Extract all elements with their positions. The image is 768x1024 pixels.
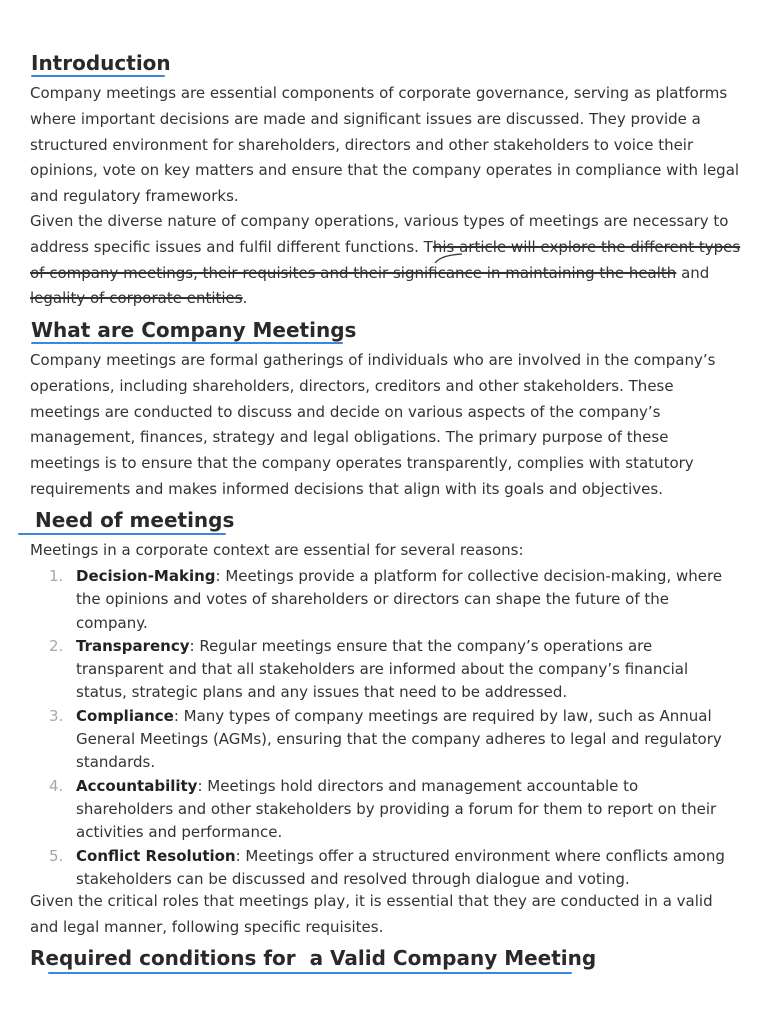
need-intro: Meetings in a corporate context are essential for several reasons: <box>30 541 524 559</box>
reasons-list <box>30 565 730 891</box>
introduction-paragraph-1: Company meetings are essential components of corporate governance, serving as platforms where important decisions are made and significant issues are discussed. They provide a structured environment for shareholders, directors and other stakeholders to voice their opinions, vote on key matters and ensure that the company operates in compliance with legal and regulatory frameworks. <box>30 84 740 206</box>
what-are-meetings-underline <box>31 342 343 344</box>
list-text: : Meetings hold directors and management accountable to shareholders and other stakeholders by providing a forum for them to report on their activities and performance. <box>76 776 717 842</box>
list-number: 2. <box>49 636 64 655</box>
list-term: Decision-Making <box>76 567 216 585</box>
paragraph-text: Given the diverse nature of company operations, various types of meetings are necessary to address specific issues and fulfil different functions. T <box>30 212 729 256</box>
list-number: 3. <box>49 706 64 725</box>
what-are-meetings-heading: What are Company Meetings <box>31 318 357 342</box>
what-are-meetings-paragraph: Company meetings are formal gatherings of individuals who are involved in the company’s operations, including shareholders, directors, creditors and other stakeholders. These meetings are conducted to discuss and decide on various aspects of the company’s management, finances, strategy and legal obligations. The primary purpose of these meetings is to ensure that the company operates transparently, complies with statutory requirements and makes informed decisions that align with its goals and objectives. <box>30 351 716 498</box>
list-number: 5. <box>49 846 64 865</box>
required-conditions-underline <box>48 972 572 974</box>
list-text: : Regular meetings ensure that the company’s operations are transparent and that all stakeholders are informed about the company’s financial status, strategic plans and any issues that need to be addressed. <box>76 636 689 702</box>
list-term: Transparency <box>76 636 190 655</box>
struck-text: legality of corporate entities <box>30 289 243 308</box>
list-item <box>30 635 730 705</box>
need-of-meetings-heading: Need of meetings <box>35 508 235 532</box>
required-conditions-heading: Required conditions for a Valid Company Meeting <box>30 946 597 970</box>
list-term: Accountability <box>76 776 198 795</box>
introduction-underline <box>31 75 165 77</box>
list-text: : Meetings offer a structured environment where conflicts among stakeholders can be discussed and resolved through dialogue and voting. <box>76 846 725 888</box>
list-term: Compliance <box>76 706 174 725</box>
list-number: 1. <box>49 567 64 585</box>
list-number: 4. <box>49 776 64 795</box>
list-item <box>30 565 730 635</box>
introduction-paragraph-2 <box>30 209 742 312</box>
list-text: : Meetings provide a platform for collective decision-making, where the opinions and votes of shareholders or directors can shape the future of the company. <box>76 567 723 632</box>
list-text: : Many types of company meetings are required by law, such as Annual General Meetings (AGMs), ensuring that the company adheres to legal and regulatory standards. <box>76 706 722 772</box>
need-closing-paragraph: Given the critical roles that meetings play, it is essential that they are conducted in a valid and legal manner, following specific requisites. <box>30 892 713 936</box>
pen-stroke-icon <box>434 253 464 265</box>
introduction-heading: Introduction <box>31 51 171 75</box>
paragraph-text: and <box>676 263 710 282</box>
list-item <box>30 775 730 845</box>
list-item <box>30 845 730 892</box>
need-of-meetings-underline <box>18 533 226 535</box>
list-item <box>30 705 730 775</box>
paragraph-text: . <box>242 289 248 308</box>
struck-text: his article will explore the different types of company meetings, their requisites and their significance in maintaining the health <box>30 237 741 282</box>
list-term: Conflict Resolution <box>76 846 236 865</box>
